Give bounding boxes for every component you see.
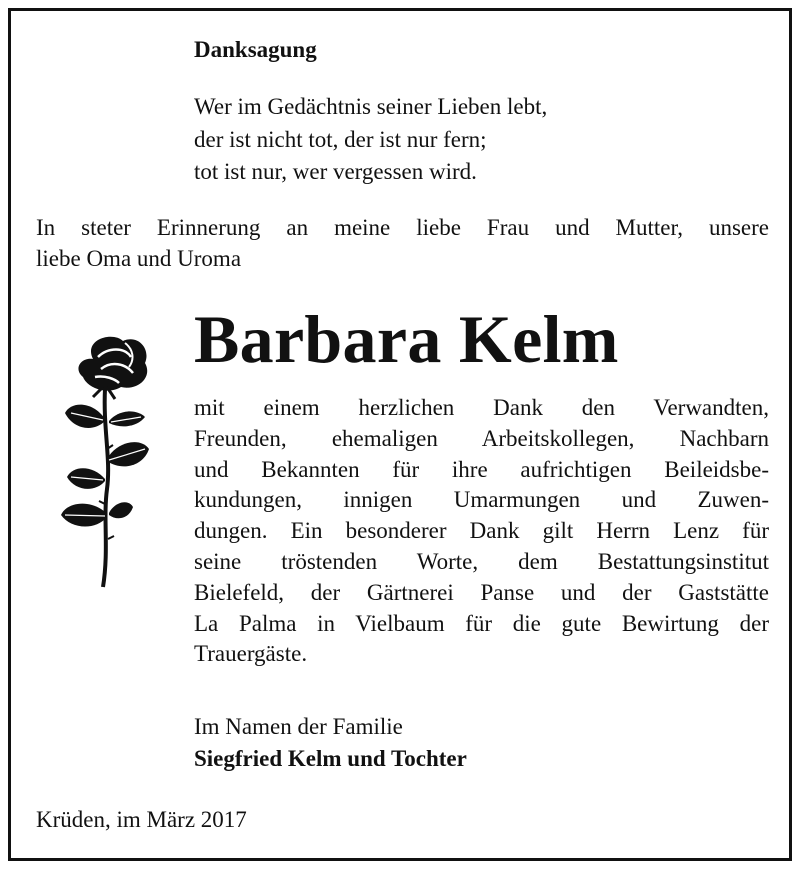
- rose-icon: [53, 329, 163, 591]
- memorial-poem: [194, 91, 547, 189]
- thanks-line: mit einem herzlichen Dank den Verwandten,: [194, 395, 769, 420]
- notice-heading: Danksagung: [194, 37, 317, 62]
- poem-line: Wer im Gedächtnis seiner Lieben lebt,: [194, 94, 548, 119]
- thanks-line: Trauergäste.: [194, 641, 308, 667]
- thanks-line: und Bekannten für ihre aufrichtigen Beileidsbe-: [194, 456, 769, 482]
- thanks-line: Freunden, ehemaligen Arbeitskollegen, Nachbarn: [194, 425, 769, 451]
- poem-line: der ist nicht tot, der ist nur fern;: [194, 126, 487, 152]
- thanks-line: kundungen, innigen Umarmungen und Zuwen-: [194, 487, 769, 513]
- place-date: Krüden, im März 2017: [36, 807, 247, 832]
- signoff: [194, 711, 467, 775]
- thanks-line: seine tröstenden Worte, dem Bestattungsinstitut: [194, 548, 769, 574]
- intro-text: [36, 212, 769, 274]
- deceased-name: Barbara Kelm: [194, 301, 619, 377]
- family-signature: Siegfried Kelm und Tochter: [194, 746, 467, 771]
- poem-line: tot ist nur, wer vergessen wird.: [194, 159, 477, 184]
- thanks-line: dungen. Ein besonderer Dank gilt Herrn Lenz für: [194, 518, 769, 544]
- thanks-line: La Palma in Vielbaum für die gute Bewirtung der: [194, 610, 769, 636]
- intro-line: In steter Erinnerung an meine liebe Frau und Mutter, unsere: [36, 215, 769, 240]
- signoff-preface: Im Namen der Familie: [194, 714, 403, 739]
- notice-frame: [8, 8, 792, 861]
- thanks-line: Bielefeld, der Gärtnerei Panse und der Gaststätte: [194, 579, 769, 605]
- thanks-text: [194, 393, 769, 670]
- intro-line: liebe Oma und Uroma: [36, 246, 242, 271]
